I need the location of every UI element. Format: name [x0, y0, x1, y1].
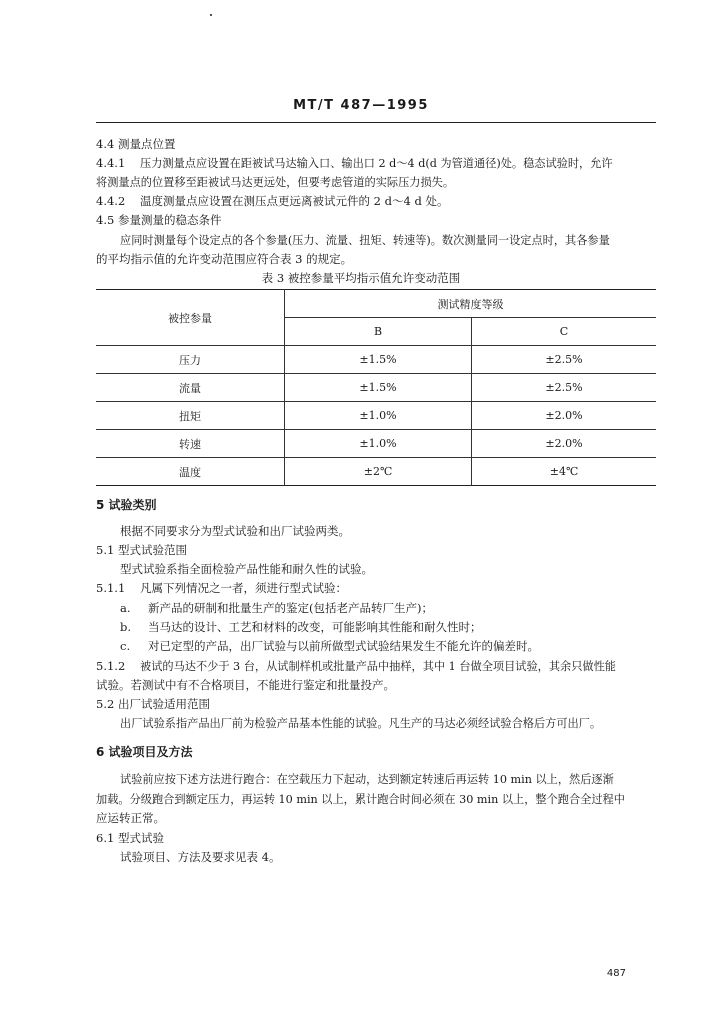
param-cell: 温度 — [96, 458, 285, 486]
clause-5-1-2-line2: 试验。若测试中有不合格项目，不能进行鉴定和批量投产。 — [96, 678, 395, 692]
clause-5-1-2-number: 5.1.2 — [96, 659, 126, 673]
heading-6-1: 6.1 型式试验 — [96, 831, 164, 845]
section-6-line3: 应运转正常。 — [96, 811, 165, 825]
grade-b-cell: ±1.0% — [285, 402, 472, 430]
clause-4-4-2-number: 4.4.2 — [96, 194, 126, 208]
clause-4-4-2-text: 温度测量点应设置在测压点更远离被试元件的 2 d～4 d 处。 — [140, 194, 449, 208]
table-row — [96, 402, 656, 430]
param-cell: 流量 — [96, 374, 285, 402]
grade-b-cell: ±1.5% — [285, 346, 472, 374]
heading-4-5: 4.5 参量测量的稳态条件 — [96, 213, 222, 227]
heading-5: 5 试验类别 — [96, 498, 157, 512]
standard-code-header: MT/T 487—1995 — [293, 98, 429, 113]
list-label-c: c. — [120, 639, 131, 653]
grade-c-header: C — [472, 318, 657, 346]
clause-4-4-1-line1: 压力测量点应设置在距被试马达输入口、输出口 2 d～4 d(d 为管道通径)处。稳态试验时，允许 — [140, 157, 613, 170]
page-number: 487 — [606, 968, 626, 979]
section-6-line2: 加载。分级跑合到额定压力，再运转 10 min 以上，累计跑合时间必须在 30 min 以上，整个跑合全过程中 — [96, 793, 625, 806]
table-3 — [96, 289, 656, 486]
param-cell: 扭矩 — [96, 402, 285, 430]
heading-6: 6 试验项目及方法 — [96, 745, 193, 759]
list-label-a: a. — [120, 601, 131, 615]
grade-b-cell: ±1.5% — [285, 374, 472, 402]
clause-4-4-1-number: 4.4.1 — [96, 156, 126, 170]
grade-c-cell: ±4℃ — [472, 458, 657, 486]
grade-c-cell: ±2.0% — [472, 402, 657, 430]
grade-b-header: B — [285, 318, 472, 346]
table-row — [96, 374, 656, 402]
section-5-intro: 根据不同要求分为型式试验和出厂试验两类。 — [120, 524, 350, 538]
param-header: 被控参量 — [96, 290, 285, 346]
clause-4-5-line1: 应同时测量每个设定点的各个参量(压力、流量、扭矩、转速等)。数次测量同一设定点时，其各参量 — [120, 234, 610, 247]
scan-dot — [210, 14, 212, 16]
clause-5-1-1-number: 5.1.1 — [96, 581, 126, 595]
list-item-b: 当马达的设计、工艺和材料的改变，可能影响其性能和耐久性时； — [148, 620, 482, 634]
clause-6-1-text: 试验项目、方法及要求见表 4。 — [120, 850, 281, 864]
clause-4-5-line2: 的平均指示值的允许变动范围应符合表 3 的规定。 — [96, 252, 353, 266]
header-rule — [96, 122, 656, 123]
list-item-a: 新产品的研制和批量生产的鉴定(包括老产品转厂生产)； — [148, 601, 433, 615]
list-label-b: b. — [120, 620, 132, 634]
grade-c-cell: ±2.5% — [472, 374, 657, 402]
grade-c-cell: ±2.0% — [472, 430, 657, 458]
clause-5-2-text: 出厂试验系指产品出厂前为检验产品基本性能的试验。凡生产的马达必须经试验合格后方可出厂。 — [120, 717, 602, 730]
grade-b-cell: ±1.0% — [285, 430, 472, 458]
clause-4-4-1-line2: 将测量点的位置移至距被试马达更远处，但要考虑管道的实际压力损失。 — [96, 176, 455, 189]
clause-5-1-text: 型式试验系指全面检验产品性能和耐久性的试验。 — [120, 562, 373, 576]
heading-4-4: 4.4 测量点位置 — [96, 137, 176, 151]
table-row — [96, 458, 656, 486]
section-6-line1: 试验前应按下述方法进行跑合：在空载压力下起动，达到额定转速后再运转 10 min 以上，然后逐渐 — [120, 773, 614, 786]
table-3-caption: 表 3 被控参量平均指示值允许变动范围 — [261, 271, 461, 285]
heading-5-2: 5.2 出厂试验适用范围 — [96, 697, 210, 711]
grade-header: 测试精度等级 — [285, 290, 657, 318]
list-item-c: 对已定型的产品，出厂试验与以前所做型式试验结果发生不能允许的偏差时。 — [148, 639, 539, 653]
grade-b-cell: ±2℃ — [285, 458, 472, 486]
heading-5-1: 5.1 型式试验范围 — [96, 543, 187, 557]
table-row — [96, 346, 656, 374]
param-cell: 转速 — [96, 430, 285, 458]
table-header-row — [96, 290, 656, 318]
clause-5-1-2-line1: 被试的马达不少于 3 台，从试制样机或批量产品中抽样，其中 1 台做全项目试验，其余只做性能 — [140, 660, 616, 673]
grade-c-cell: ±2.5% — [472, 346, 657, 374]
table-row — [96, 430, 656, 458]
clause-5-1-1-text: 凡属下列情况之一者，须进行型式试验： — [140, 581, 347, 595]
param-cell: 压力 — [96, 346, 285, 374]
